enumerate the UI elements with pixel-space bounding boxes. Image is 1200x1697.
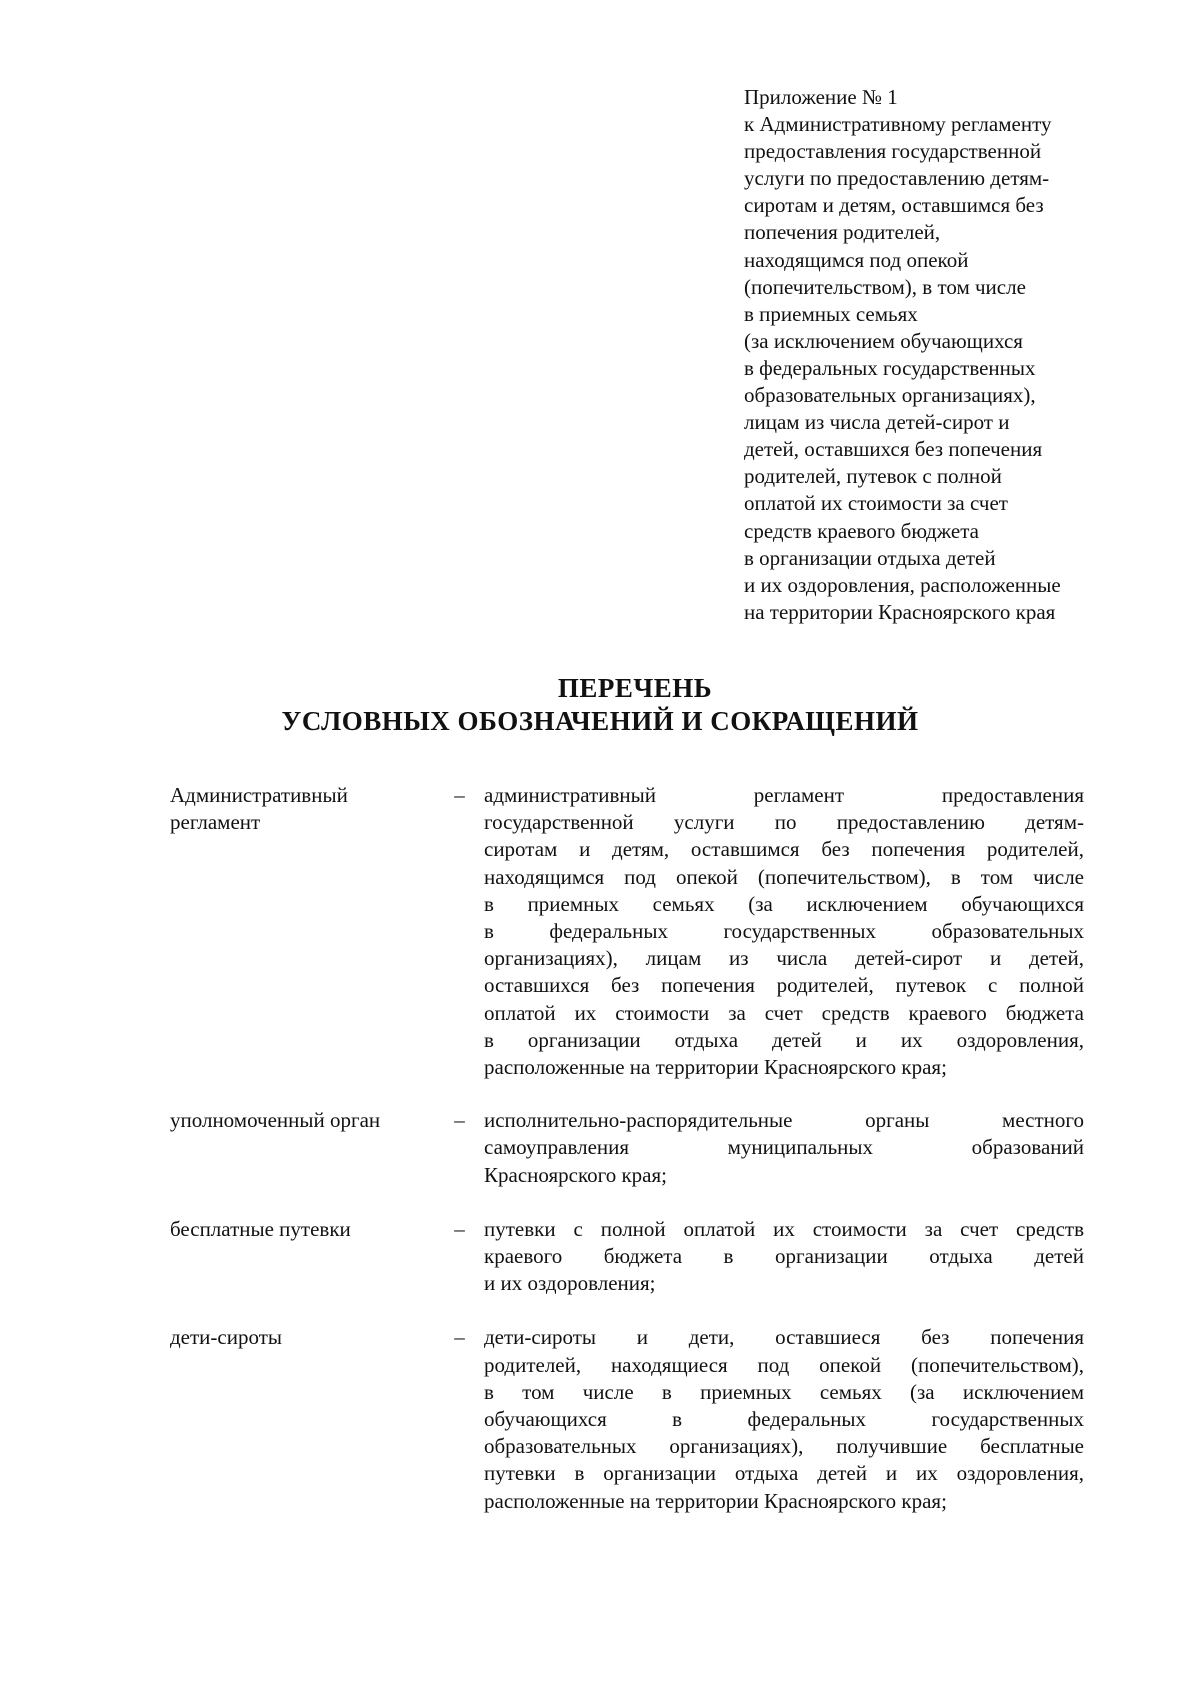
appendix-line: предоставления государственной [744,139,1042,164]
term-definition [484,1107,1084,1189]
appendix-line: услуги по предоставлению детям- [744,166,1050,191]
term-definition [484,1216,1084,1298]
appendix-line: на территории Красноярского края [744,599,1056,624]
term-definition [484,1324,1084,1514]
appendix-line: к Административному регламенту [744,112,1052,137]
appendix-line: средств краевого бюджета [744,518,979,543]
definition-line: и их оздоровления; [484,1271,656,1296]
appendix-line: и их оздоровления, расположенные [744,572,1061,597]
definition-line: в том числе в приемных семьях (за исключением [484,1379,1084,1404]
term-row [170,1324,1084,1514]
appendix-line: оплатой их стоимости за счет [744,491,1008,516]
definition-line: краевого бюджета в организации отдыха детей [484,1244,1084,1269]
terms-list [170,782,1084,1515]
term-definition [484,782,1084,1081]
definition-line: сиротам и детям, оставшимся без попечения родителей, [484,837,1084,862]
definition-line: оплатой их стоимости за счет средств краевого бюджета [484,1000,1084,1025]
definition-line: родителей, находящиеся под опекой (попечительством), [484,1352,1084,1377]
definition-line: исполнительно-распорядительные органы местного [484,1108,1084,1133]
definition-line: путевки с полной оплатой их стоимости за счет средств [484,1216,1084,1241]
definition-line: в федеральных государственных образовательных [484,919,1084,944]
definition-line: Красноярского края; [484,1162,667,1187]
definition-line: дети-сироты и дети, оставшиеся без попечения [484,1325,1084,1350]
term-dash: – [454,1108,465,1133]
term-dash: – [454,1325,465,1350]
definition-line: в организации отдыха детей и их оздоровления, [484,1027,1084,1052]
appendix-line: образовательных организациях), [744,383,1036,408]
appendix-header [744,84,1124,626]
term-row [170,1216,1084,1298]
appendix-line: в приемных семьях [744,301,918,326]
term-name: бесплатные путевки [170,1216,351,1241]
term-row [170,782,1084,1081]
appendix-line: родителей, путевок с полной [744,464,1002,489]
appendix-line: в федеральных государственных [744,355,1036,380]
appendix-line: (за исключением обучающихся [744,328,1023,353]
definition-line: расположенные на территории Красноярского края; [484,1488,947,1513]
definition-line: административный регламент предоставления [484,783,1084,807]
term-row [170,1107,1084,1189]
appendix-line: (попечительством), в том числе [744,274,1026,299]
appendix-line: находящимся под опекой [744,247,969,272]
term-dash: – [454,783,465,807]
appendix-line: в организации отдыха детей [744,545,996,570]
definition-line: путевки в организации отдыха детей и их оздоровления, [484,1461,1084,1486]
term-name: дети-сироты [170,1325,282,1350]
term-name: Административный регламент [170,783,348,835]
definition-line: находящимся под опекой (попечительством), в том числе [484,864,1084,889]
term-name: уполномоченный орган [170,1108,381,1133]
definition-line: образовательных организациях), получившие бесплатные [484,1434,1084,1459]
title-line-1: ПЕРЕЧЕНЬ [557,673,713,703]
term-dash: – [454,1216,465,1241]
document-title [0,672,1200,738]
definition-line: организациях), лицам из числа детей-сирот и детей, [484,946,1084,971]
appendix-line: Приложение № 1 [744,85,898,109]
definition-line: государственной услуги по предоставлению детям- [484,810,1084,835]
appendix-line: сиротам и детям, оставшимся без [744,193,1044,218]
definition-line: обучающихся в федеральных государственных [484,1407,1084,1432]
definition-line: расположенные на территории Красноярского края; [484,1055,947,1080]
definition-line: оставшихся без попечения родителей, путевок с полной [484,973,1084,998]
definition-line: самоуправления муниципальных образований [484,1135,1084,1160]
appendix-line: детей, оставшихся без попечения [744,437,1043,462]
title-line-2: УСЛОВНЫХ ОБОЗНАЧЕНИЙ И СОКРАЩЕНИЙ [281,706,919,736]
appendix-line: лицам из числа детей-сирот и [744,410,1010,435]
appendix-line: попечения родителей, [744,220,941,245]
definition-line: в приемных семьях (за исключением обучающихся [484,891,1084,916]
